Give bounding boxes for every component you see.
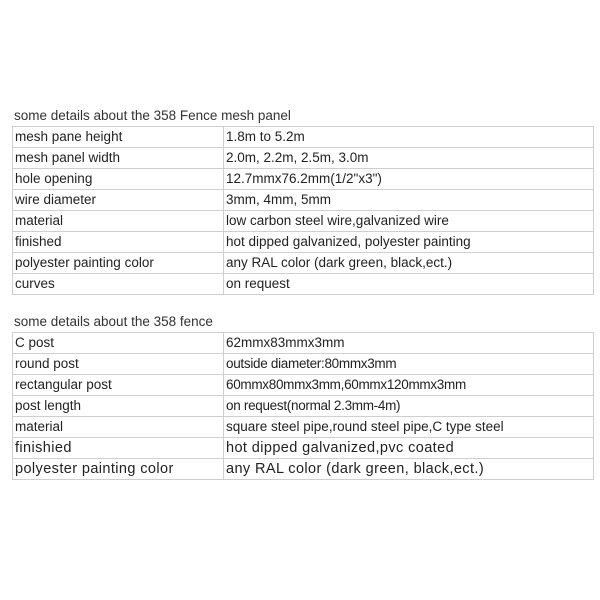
row-label: mesh pane height bbox=[13, 127, 224, 148]
mesh-panel-table bbox=[12, 126, 594, 295]
row-label: wire diameter bbox=[13, 190, 224, 211]
table-row bbox=[13, 190, 594, 211]
table-row bbox=[13, 396, 594, 417]
row-label: C post bbox=[13, 333, 224, 354]
table-row bbox=[13, 127, 594, 148]
row-value: 60mmx80mmx3mm,60mmx120mmx3mm bbox=[224, 375, 594, 396]
row-label: mesh panel width bbox=[13, 148, 224, 169]
row-label: polyester painting color bbox=[13, 253, 224, 274]
row-value: 12.7mmx76.2mm(1/2"x3") bbox=[224, 169, 594, 190]
row-label: material bbox=[13, 211, 224, 232]
mesh-panel-section bbox=[12, 108, 593, 295]
mesh-panel-caption: some details about the 358 Fence mesh panel bbox=[14, 108, 291, 123]
row-value: 62mmx83mmx3mm bbox=[224, 333, 594, 354]
table-row bbox=[13, 253, 594, 274]
table-row bbox=[13, 375, 594, 396]
row-value: outside diameter:80mmx3mm bbox=[224, 354, 594, 375]
table-row bbox=[13, 169, 594, 190]
table-row bbox=[13, 211, 594, 232]
fence-table bbox=[12, 332, 594, 480]
row-value: 3mm, 4mm, 5mm bbox=[224, 190, 594, 211]
row-value: hot dipped galvanized, polyester painting bbox=[224, 232, 594, 253]
row-label: polyester painting color bbox=[13, 459, 224, 480]
table-row bbox=[13, 274, 594, 295]
fence-section bbox=[12, 314, 593, 480]
row-value: on request(normal 2.3mm-4m) bbox=[224, 396, 594, 417]
row-value: low carbon steel wire,galvanized wire bbox=[224, 211, 594, 232]
row-value: on request bbox=[224, 274, 594, 295]
row-label: curves bbox=[13, 274, 224, 295]
table-row bbox=[13, 148, 594, 169]
row-label: rectangular post bbox=[13, 375, 224, 396]
table-row bbox=[13, 354, 594, 375]
row-label: hole opening bbox=[13, 169, 224, 190]
row-label: post length bbox=[13, 396, 224, 417]
row-value: any RAL color (dark green, black,ect.) bbox=[224, 459, 594, 480]
table-row bbox=[13, 232, 594, 253]
row-label: finishied bbox=[13, 438, 224, 459]
table-row bbox=[13, 333, 594, 354]
row-label: material bbox=[13, 417, 224, 438]
row-value: hot dipped galvanized,pvc coated bbox=[224, 438, 594, 459]
row-label: round post bbox=[13, 354, 224, 375]
table-row bbox=[13, 438, 594, 459]
table-row bbox=[13, 417, 594, 438]
row-value: 1.8m to 5.2m bbox=[224, 127, 594, 148]
row-value: any RAL color (dark green, black,ect.) bbox=[224, 253, 594, 274]
table-row bbox=[13, 459, 594, 480]
row-value: 2.0m, 2.2m, 2.5m, 3.0m bbox=[224, 148, 594, 169]
fence-caption: some details about the 358 fence bbox=[14, 314, 213, 329]
row-label: finished bbox=[13, 232, 224, 253]
row-value: square steel pipe,round steel pipe,C type steel bbox=[224, 417, 594, 438]
